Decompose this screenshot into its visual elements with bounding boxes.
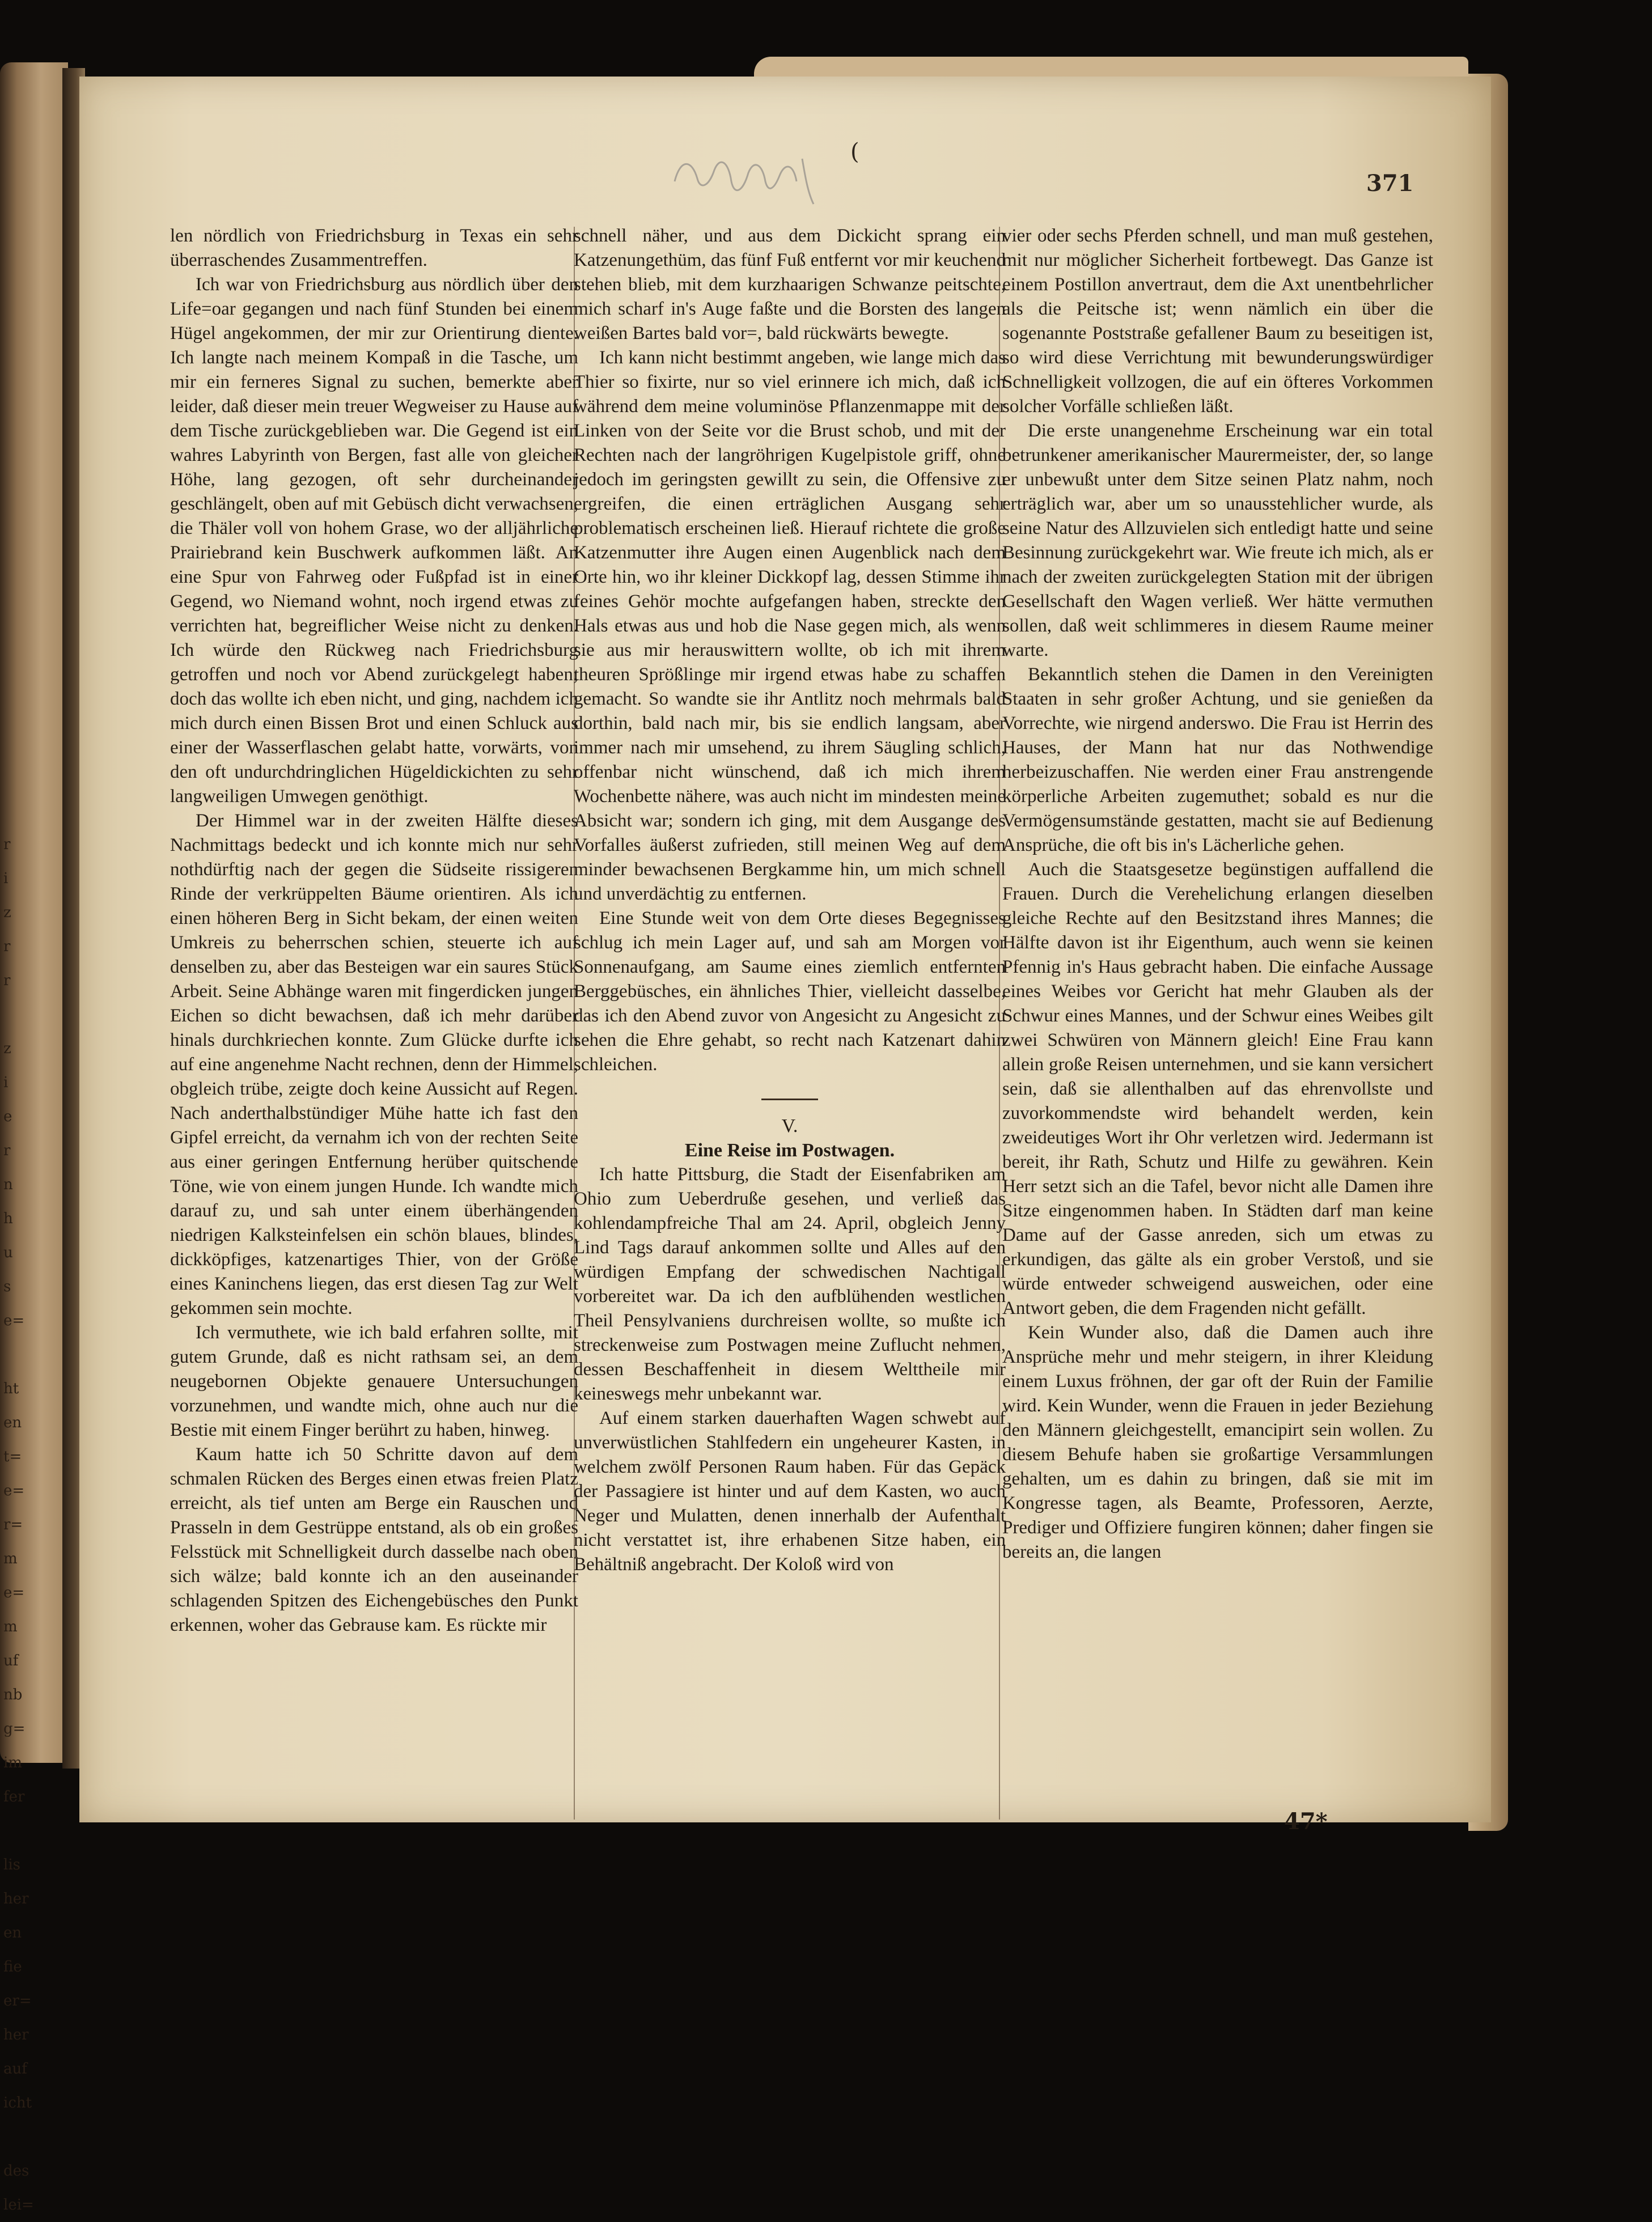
margin-fragment: her: [3, 2026, 29, 2043]
header-mark: (: [850, 139, 859, 165]
column-2-paragraphs-top: [574, 224, 1006, 1077]
margin-fragment: r: [3, 836, 11, 853]
margin-fragment: lis: [3, 1856, 20, 1873]
margin-fragment: r: [3, 938, 11, 955]
margin-fragment: im: [3, 1754, 22, 1771]
margin-fragment: e=: [3, 1482, 25, 1499]
paragraph: len nördlich von Friedrichsburg in Texas ein sehr überraschendes Zusammentreffen.: [170, 226, 578, 270]
paragraph: Ich vermuthete, wie ich bald erfahren sollte, mit gutem Grunde, daß es nicht rathsam sei, an dem neugebornen Objekte genauere Untersuchungen vorzunehmen, und wandte mich, ohne auch nur die Bestie mit einem Finger berührt zu haben, hinweg.: [170, 1322, 578, 1440]
margin-fragment: her: [3, 1890, 29, 1907]
margin-fragment: u: [3, 1244, 13, 1261]
margin-fragment: en: [3, 1924, 22, 1941]
text-column-1: [170, 224, 578, 1828]
margin-fragment: h: [3, 1210, 13, 1227]
paragraph: Eine Stunde weit von dem Orte dieses Begegnisses schlug ich mein Lager auf, und sah am Morgen vor Sonnenaufgang, am Saume eines ziemlich entfernten Berggebüsches, ein ähnliches Thier, vielleicht dasselbe, das ich den Abend zuvor von Angesicht zu Angesicht zu sehen die Ehre gehabt, so recht nach Katzenart dahin schleichen.: [574, 908, 1006, 1075]
section-title: Eine Reise im Postwagen.: [684, 1140, 895, 1161]
section-number: V.: [781, 1116, 798, 1137]
paragraph: Kaum hatte ich 50 Schritte davon auf dem schmalen Rücken des Berges einen etwas freien Platz erreicht, als tief unten am Berge ein Rauschen und Prasseln in dem Gestrüppe entstand, als ob ein großes Felsstück mit Schnelligkeit durch dasselbe nach oben sich wälze; bald konnte ich an den auseinander schlagenden Spitzen des Eichengebüsches den Punkt erkennen, woher das Gebrause kam. Es rückte mir: [170, 1444, 578, 1635]
margin-fragment: r: [3, 972, 11, 989]
paragraph: Auf einem starken dauerhaften Wagen schwebt auf unverwüstlichen Stahlfedern ein ungeheurer Kasten, in welchem zwölf Personen Raum haben. Für das Gepäck der Passagiere ist hinter und auf dem Kasten, wo auch Neger und Mulatten, denen innerhalb der Aufenthalt nicht verstattet ist, ihre erhabenen Sitze haben, ein Behältniß angebracht. Der Koloß wird von: [574, 1408, 1006, 1575]
paragraph: Der Himmel war in der zweiten Hälfte dieses Nachmittags bedeckt und ich konnte mich nur sehr nothdürftig nach der gegen die Südseite rissigeren Rinde der verkrüppelten Bäume orientiren. Als ich einen höheren Berg in Sicht bekam, der einen weiten Umkreis zu beherrschen schien, steuerte ich auf denselben zu, aber das Besteigen war ein saures Stück Arbeit. Seine Abhänge waren mit fingerdicken jungen Eichen so dicht bewachsen, daß ich mehr darüber hinals durchkriechen konnte. Zum Glücke durfte ich auf eine angenehme Nacht rechnen, denn der Himmel, obgleich trübe, zeigte doch keine Aussicht auf Regen. Nach anderthalbstündiger Mühe hatte ich fast den Gipfel erreicht, da vernahm ich von der rechten Seite aus einer geringen Entfernung herüber quitschende Töne, wie von einem jungen Hunde. Ich wandte mich darauf zu, und sah unter einem überhängenden niedrigen Kalksteinfelsen ein schön blaues, blindes, dickköpfiges, katzenartiges Thier, von der Größe eines Kaninchens liegen, das erst diesen Tag zur Welt gekommen sein mochte.: [170, 811, 578, 1318]
margin-fragment: i: [3, 870, 9, 887]
signature-mark: 47*: [1284, 1808, 1328, 1835]
text-column-3: [1002, 224, 1433, 1828]
margin-fragment: fer: [3, 1788, 25, 1805]
margin-fragment: [3, 1814, 26, 1848]
margin-fragment: z: [3, 904, 11, 921]
margin-fragment: [3, 998, 26, 1032]
section-divider: [761, 1099, 818, 1100]
margin-fragment: des: [3, 2162, 29, 2179]
paragraph: Ich hatte Pittsburg, die Stadt der Eisenfabriken am Ohio zum Ueberdruße gesehen, und verließ das kohlendampfreiche Thal am 24. April, obgleich Jenny Lind Tags darauf ankommen sollte und Alles auf den würdigen Empfang der schwedischen Nachtigall vorbereitet war. Da ich den aufblühenden westlichen Theil Pensylvaniens durchreisen wollte, so mußte ich streckenweise zum Postwagen meine Zuflucht nehmen, dessen Beschaffenheit in diesem Welttheile mir keineswegs mehr unbekannt war.: [574, 1164, 1006, 1404]
margin-fragment: er=: [3, 1992, 32, 2009]
margin-fragment: r: [3, 1142, 11, 1159]
margin-fragment: icht: [3, 2094, 32, 2111]
paragraph: Ich war von Friedrichsburg aus nördlich über den Life=oar gegangen und nach fünf Stunden bei einem Hügel angekommen, der mir zur Orientirung diente. Ich langte nach meinem Kompaß in die Tasche, um mir ein ferneres Signal zu suchen, bemerkte aber leider, daß dieser mein treuer Wegweiser zu Hause auf dem Tische zurückgeblieben war. Die Gegend ist ein wahres Labyrinth von Bergen, fast alle von gleicher Höhe, lang gezogen, oft sehr durcheinander geschlängelt, oben auf mit Gebüsch dicht verwachsen, die Thäler voll von hohem Grase, wo der alljährliche Prairiebrand kein Buschwerk aufkommen läßt. An eine Spur von Fahrweg oder Fußpfad ist in einer Gegend, wo Niemand wohnt, noch irgend etwas zu verrichten hat, begreiflicher Weise nicht zu denken. Ich würde den Rückweg nach Friedrichsburg getroffen und noch vor Abend zurückgelegt haben; doch das wollte ich eben nicht, und ging, nachdem ich mich durch einen Bissen Brot und einen Schluck aus einer der Wasserflaschen gelabt hatte, vorwärts, von den oft undurchdringlichen Hügeldickichten zu sehr langweiligen Umwegen genöthigt.: [170, 274, 578, 807]
margin-fragment: auf: [3, 2060, 27, 2077]
paragraph: Bekanntlich stehen die Damen in den Vereinigten Staaten in sehr großer Achtung, und sie genießen da Vorrechte, wie nirgend anderswo. Die Frau ist Herrin des Hauses, der Mann hat nur das Nothwendige herbeizuschaffen. Nie werden einer Frau anstrengende körperliche Arbeiten zugemuthet; sobald es nur die Vermögensumstände gestatten, macht sie auf Bedienung Ansprüche, die oft bis in's Lächerliche gehen.: [1002, 664, 1433, 855]
page-number: 371: [1366, 170, 1414, 197]
paragraph: vier oder sechs Pferden schnell, und man muß gestehen, mit nur möglicher Sicherheit fortbewegt. Das Ganze ist einem Postillon anvertraut, dem die Axt unentbehrlicher als die Peitsche ist; wenn nämlich ein über die sogenannte Poststraße gefallener Baum zu beseitigen ist, so wird diese Verrichtung mit bewunderungswürdiger Schnelligkeit vollzogen, die auf ein öfteres Vorkommen solcher Vorfälle schließen läßt.: [1002, 226, 1433, 417]
paragraph: Die erste unangenehme Erscheinung war ein total betrunkener amerikanischer Maurermeister, der, so lange er unbewußt unter dem Sitze seinen Platz nahm, noch erträglich war, aber um so unausstehlicher wurde, als seine Natur des Allzuvielen sich entledigt hatte und seine Besinnung zurückgekehrt war. Wie freute ich mich, als er nach der zweiten zurückgelegten Station mit der übrigen Gesellschaft den Wagen verließ. Wer hätte vermuthen sollen, daß weit schlimmeres in diesem Raume meiner warte.: [1002, 421, 1433, 660]
margin-fragment: uf: [3, 1652, 19, 1669]
margin-fragment: z: [3, 1040, 11, 1057]
margin-fragment: m: [3, 1618, 18, 1635]
margin-fragment: e=: [3, 1584, 25, 1601]
margin-fragment: ht: [3, 1380, 19, 1397]
margin-fragment: i: [3, 1074, 9, 1091]
pencil-annotation: [669, 147, 839, 210]
paragraph: Kein Wunder also, daß die Damen auch ihre Ansprüche mehr und mehr steigern, in ihrer Kleidung einem Luxus fröhnen, der gar oft der Ruin der Familie wird. Kein Wunder, wenn die Frauen in jeder Beziehung den Männern gleichgestellt, emancipirt sein wollen. Zu diesem Behufe haben sie großartige Versammlungen gehalten, um es dahin zu bringen, daß sie mit im Kongresse tagen, als Beamte, Professoren, Aerzte, Prediger und Offiziere fungiren können; daher fingen sie bereits an, die langen: [1002, 1322, 1433, 1562]
margin-fragment: [3, 2120, 26, 2154]
text-column-2: [574, 224, 1006, 1828]
margin-fragment: e: [3, 1108, 12, 1125]
margin-fragment: n: [3, 1176, 13, 1193]
paragraph: Auch die Staatsgesetze begünstigen auffallend die Frauen. Durch die Verehelichung erlangen dieselben gleiche Rechte auf den Besitzstand ihres Mannes; die Hälfte davon ist ihr Eigenthum, auch wenn sie keinen Pfennig in's Haus gebracht haben. Die einfache Aussage eines Weibes vor Gericht hat mehr Glauben als der Schwur eines Mannes, und der Schwur eines Weibes gilt zwei Schwüren von Männern gleich! Eine Frau kann allein große Reisen unternehmen, und sie kann versichert sein, daß sie allenthalben auf das ehrenvollste und zuvorkommendste wird behandelt werden, kein zweideutiges Wort ihr Ohr verletzen wird. Jedermann ist bereit, ihr Rath, Schutz und Hilfe zu gewähren. Kein Herr setzt sich an die Tafel, bevor nicht alle Damen ihre Sitze eingenommen haben. In Städten darf man keine Dame auf der Gasse anreden, sich um etwas zu erkundigen, das gälte als ein grober Verstoß, und sie würde entweder schweigend ausweichen, oder eine Antwort geben, die dem Fragenden nicht gefällt.: [1002, 859, 1433, 1318]
margin-fragment: nb: [3, 1686, 23, 1703]
paragraph: Ich kann nicht bestimmt angeben, wie lange mich das Thier so fixirte, nur so viel erinnere ich mich, daß ich während dem meine voluminöse Pflanzenmappe mit der Linken von der Seite vor die Brust schob, und mit der Rechten nach der langröhrigen Kugelpistole griff, ohne jedoch im geringsten gewillt zu sein, die Offensive zu ergreifen, die einen erträglichen Ausgang sehr problematisch erscheinen ließ. Hierauf richtete die große Katzenmutter ihre Augen einen Augenblick nach dem Orte hin, wo ihr kleiner Dickkopf lag, dessen Stimme ihr feines Gehör mochte aufgefangen haben, streckte den Hals etwas aus und hob die Nase gegen mich, als wenn sie aus mir herauswittern wollte, ob ich mit ihrem theuren Sprößlinge mir irgend etwas habe zu schaffen gemacht. So wandte sie ihr Antlitz noch mehrmals bald dorthin, bald nach mir, bis sie endlich langsam, aber immer nach mir umsehend, zu ihrem Säugling schlich, offenbar nicht wünschend, daß ich mich ihrem Wochenbette nähere, was auch nicht im mindesten meine Absicht war; sondern ich ging, mit dem Ausgange des Vorfalles äußerst zufrieden, still meinen Weg auf dem minder bewachsenen Bergkamme hin, um mich schnell und unverdächtig zu entfernen.: [574, 347, 1006, 904]
margin-fragment: e=: [3, 1312, 25, 1329]
margin-fragment: g=: [3, 1720, 26, 1737]
margin-fragment: t=: [3, 1448, 22, 1465]
margin-fragment: fie: [3, 1958, 22, 1975]
margin-fragment: m: [3, 1550, 18, 1567]
column-2-paragraphs-bottom: [574, 1163, 1006, 1577]
paragraph: schnell näher, und aus dem Dickicht sprang ein Katzenungethüm, das fünf Fuß entfernt vor mir keuchend stehen blieb, mit dem kurzhaarigen Schwanze peitschte, mich scharf in's Auge faßte und die Borsten des langen weißen Bartes bald vor=, bald rückwärts bewegte.: [574, 226, 1006, 344]
facing-page-edge: [0, 62, 68, 2213]
margin-fragment: lei=: [3, 2196, 34, 2213]
margin-fragment: [3, 1338, 26, 1372]
facing-page-margin-text: [3, 828, 34, 2222]
margin-fragment: r=: [3, 1516, 23, 1533]
margin-fragment: en: [3, 1414, 22, 1431]
margin-fragment: s: [3, 1278, 11, 1295]
